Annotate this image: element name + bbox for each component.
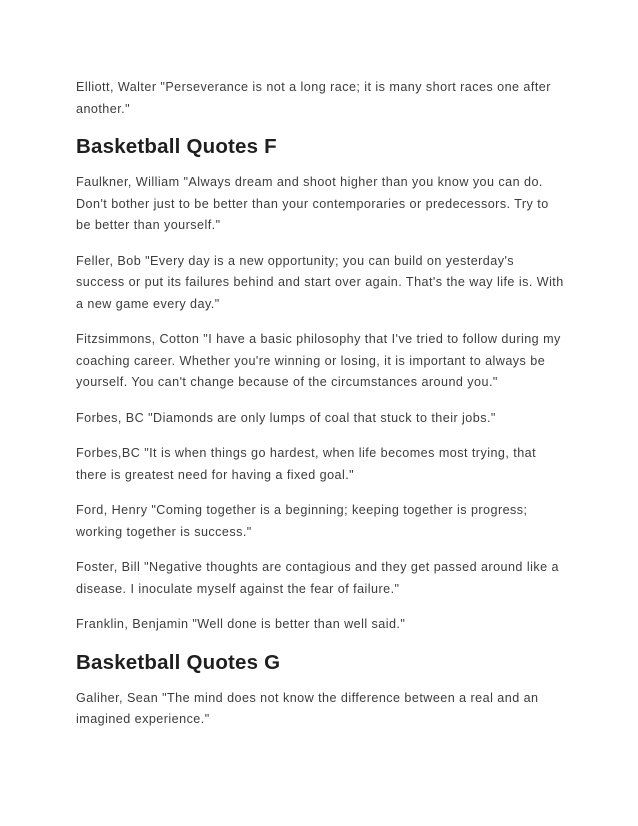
- quote-galiher-sean: Galiher, Sean "The mind does not know the difference between a real and an imagined experience.": [76, 690, 539, 726]
- quote-foster-bill: Foster, Bill "Negative thoughts are contagious and they get passed around like a disease. I inoculate myself against the fear of failure.": [76, 560, 559, 596]
- section-heading-f: Basketball Quotes F: [76, 135, 277, 158]
- quote-elliott-walter: Elliott, Walter "Perseverance is not a long race; it is many short races one after another.": [76, 80, 551, 116]
- quote-forbes-bc-2: Forbes,BC "It is when things go hardest, when life becomes most trying, that there is greatest need for having a fixed goal.": [76, 446, 537, 482]
- document-page: [76, 77, 566, 745]
- quote-ford-henry: Ford, Henry "Coming together is a beginning; keeping together is progress; working together is success.": [76, 503, 528, 539]
- quote-franklin-benjamin: Franklin, Benjamin "Well done is better than well said.": [76, 617, 406, 631]
- quote-feller-bob: Feller, Bob "Every day is a new opportunity; you can build on yesterday's success or put its failures behind and start over again. That's the way life is. With a new game every day.": [76, 253, 564, 311]
- section-heading-g: Basketball Quotes G: [76, 650, 281, 674]
- quote-faulkner-william: Faulkner, William "Always dream and shoot higher than you know you can do. Don't bother just to be better than your contemporaries or predecessors. Try to be better than yourself.": [76, 175, 549, 232]
- quote-fitzsimmons-cotton: Fitzsimmons, Cotton "I have a basic philosophy that I've tried to follow during my coaching career. Whether you're winning or losing, it is important to always be yourself. You can't change because of the circumstances around you.": [76, 332, 561, 389]
- quote-forbes-bc-1: Forbes, BC "Diamonds are only lumps of coal that stuck to their jobs.": [76, 410, 496, 425]
